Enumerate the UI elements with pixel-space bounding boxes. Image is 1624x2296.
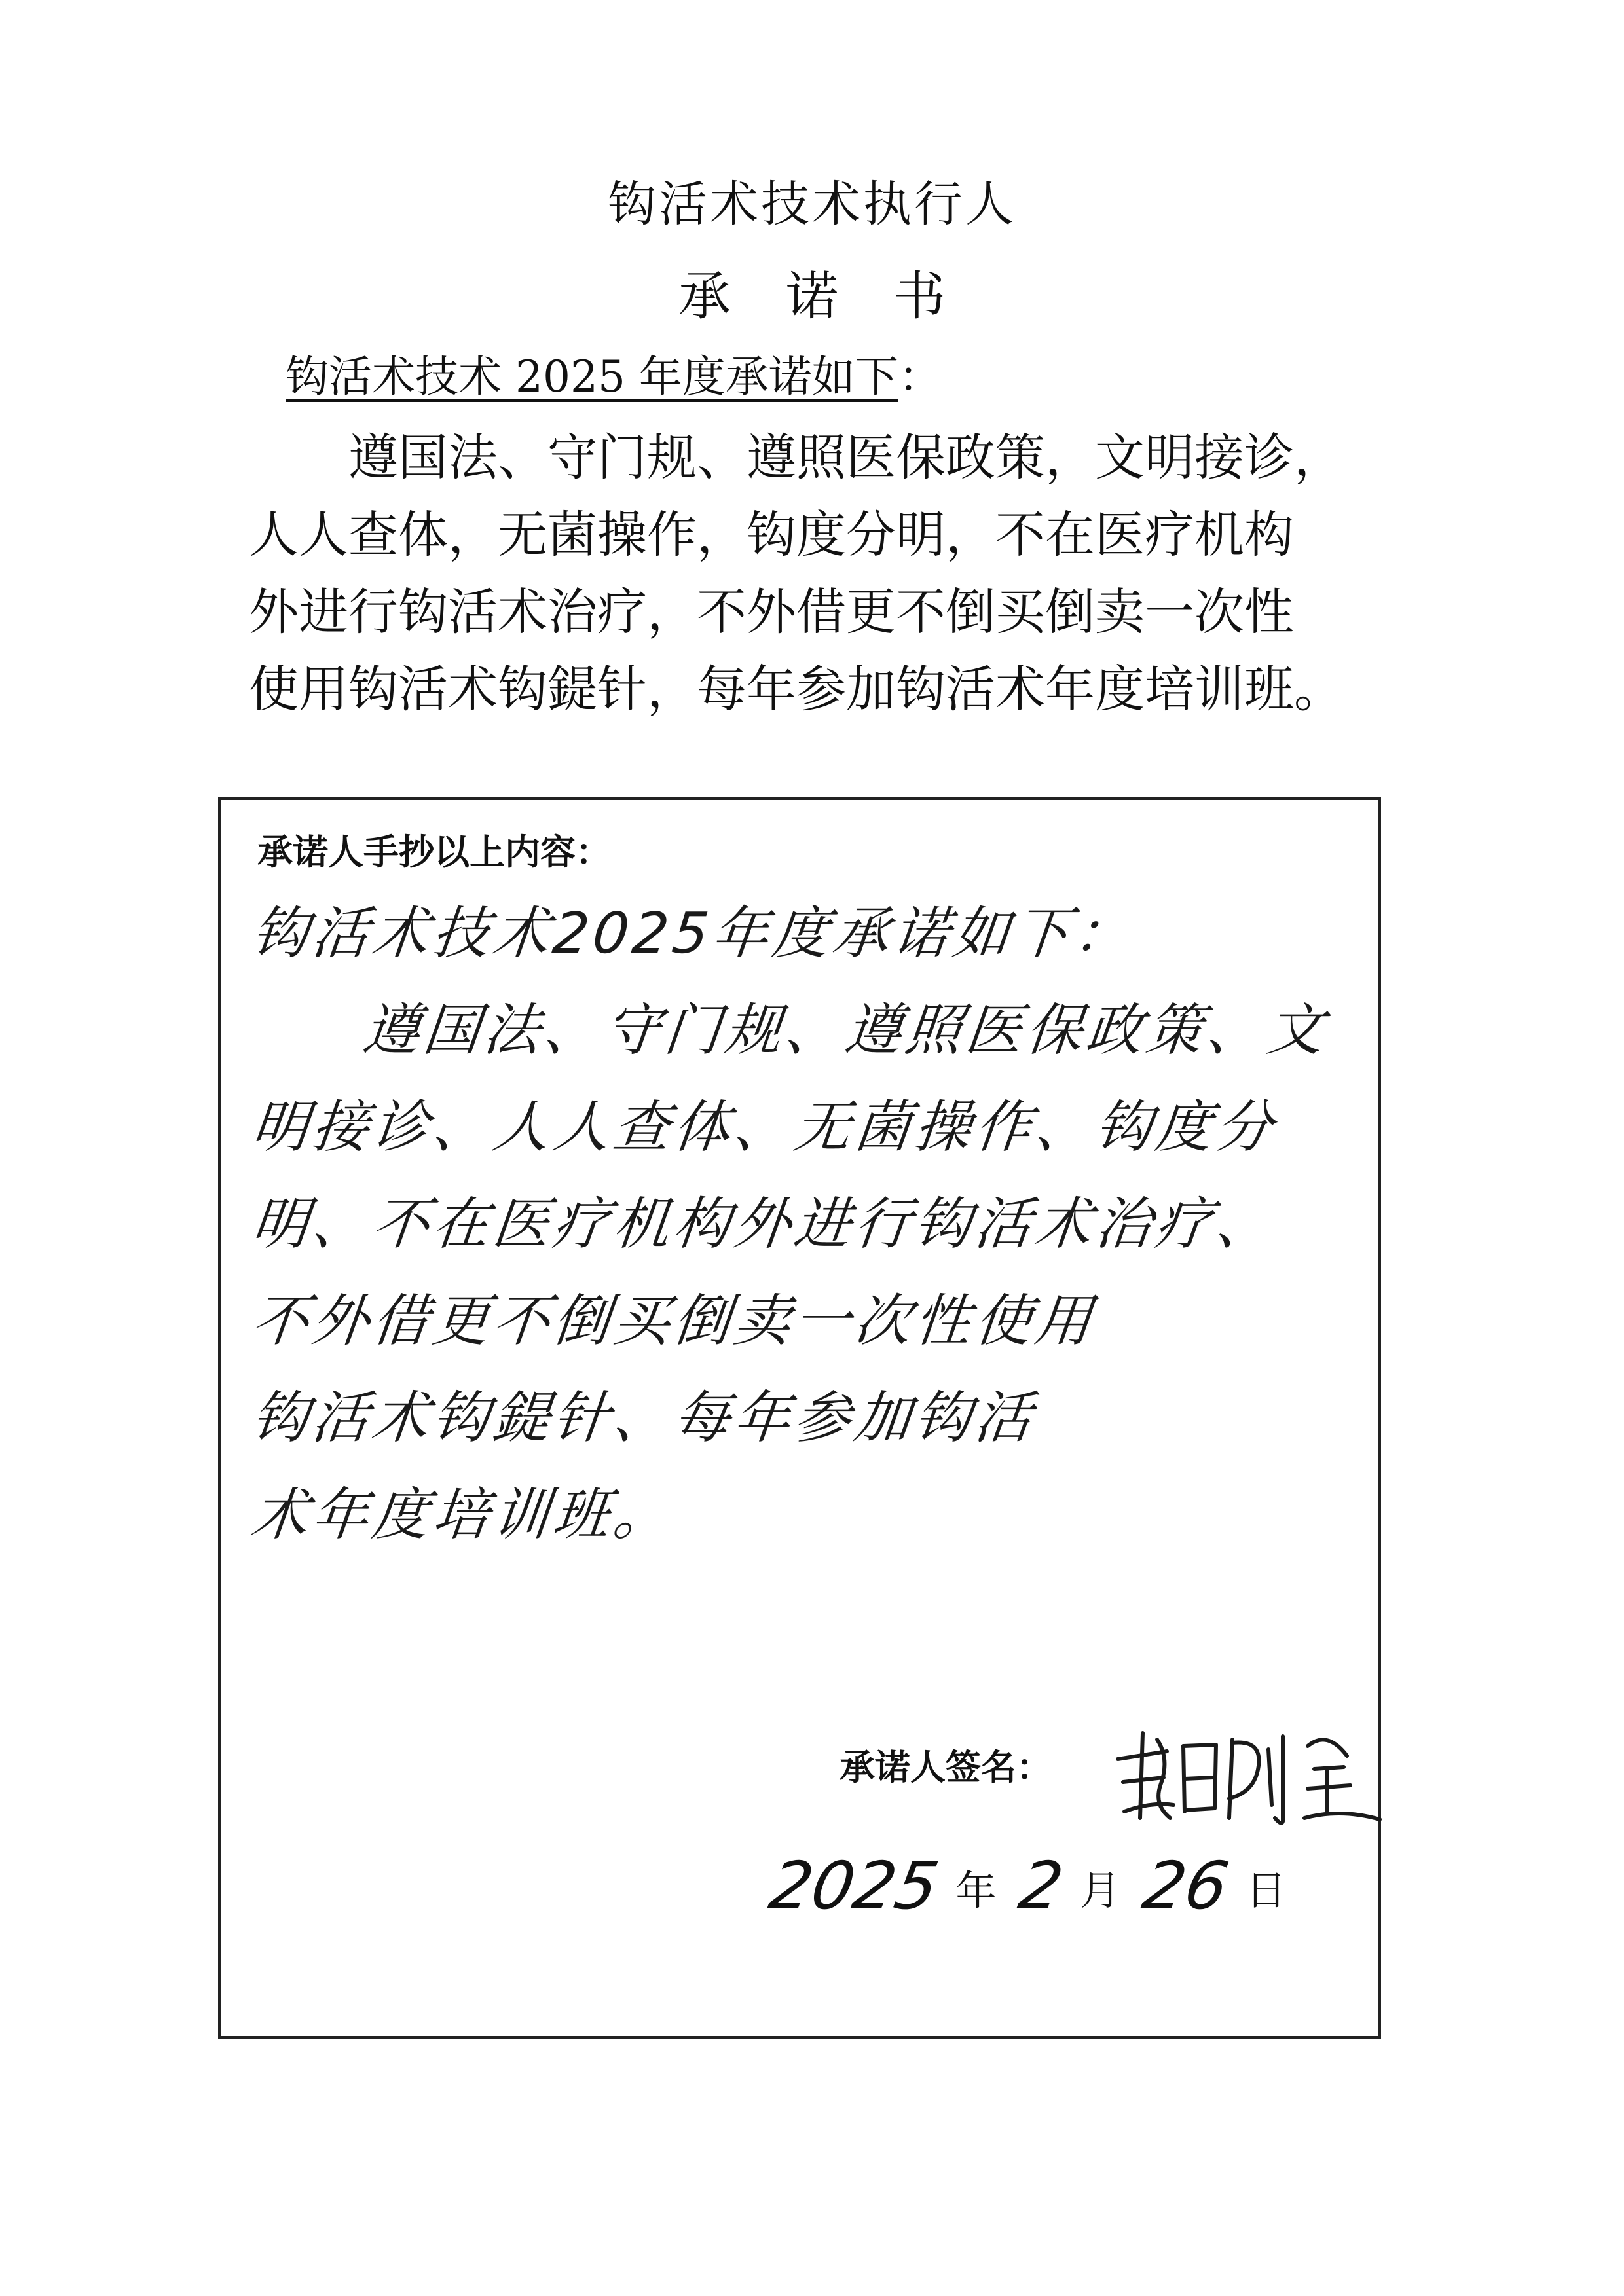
- pledge-line: 遵国法、守门规、遵照医保政策，文明接诊，: [348, 428, 1344, 486]
- pledge-heading-colon: ：: [898, 352, 942, 402]
- document-subtitle-promise: 承诺书: [678, 266, 1001, 327]
- date-month-unit: 月: [1080, 1867, 1121, 1914]
- pledge-line: 使用钩活术钩鍉针，每年参加钩活术年度培训班。: [249, 660, 1344, 718]
- pledge-line: 人人查体，无菌操作，钩度分明，不在医疗机构: [249, 505, 1294, 564]
- pledge-line: 外进行钩活术治疗，不外借更不倒买倒卖一次性: [249, 583, 1294, 641]
- handwritten-line: 钩活术技术2025年度承诺如下：: [248, 901, 1137, 966]
- handwritten-line: 遵国法、守门规、遵照医保政策、文: [360, 998, 1331, 1063]
- copy-box-label: 承诺人手抄以上内容：: [257, 831, 611, 873]
- date-year: 2025: [764, 1848, 944, 1924]
- date-day: 26: [1137, 1848, 1234, 1924]
- pledge-heading-text: 钩活术技术 2025 年度承诺如下: [286, 352, 898, 402]
- handwritten-line: 明接诊、人人查体、无菌操作、钩度分: [248, 1095, 1280, 1160]
- handwritten-copy: [247, 885, 1373, 1563]
- handwritten-line: 不外借更不倒买倒卖一次性使用: [248, 1288, 1099, 1354]
- signature-date: [764, 1848, 1310, 1939]
- date-month: 2: [1013, 1848, 1069, 1924]
- date-year-unit: 年: [955, 1867, 997, 1914]
- pledge-heading: [286, 346, 942, 409]
- pledge-body: [249, 419, 1428, 728]
- handwritten-signature-icon: [1111, 1720, 1386, 1831]
- handwritten-line: 术年度培训班。: [248, 1482, 678, 1548]
- document-title: 钩活术技术执行人: [608, 176, 1016, 232]
- date-day-unit: 日: [1246, 1867, 1287, 1914]
- handwritten-line: 明、不在医疗机构外进行钩活术治疗、: [248, 1192, 1280, 1257]
- handwritten-copy-box: [218, 797, 1381, 2039]
- handwritten-line: 钩活术钩鍉针、每年参加钩活: [248, 1385, 1039, 1451]
- signature-label: 承诺人签名：: [840, 1747, 1052, 1788]
